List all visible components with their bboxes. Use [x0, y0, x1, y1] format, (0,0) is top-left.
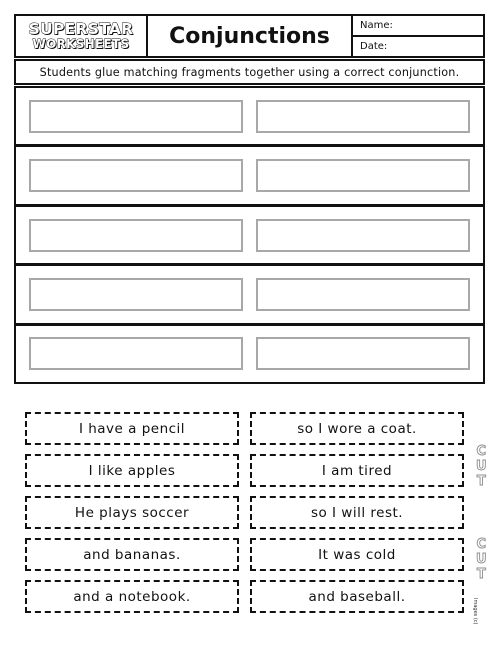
image-credit: Images (c) — [472, 598, 478, 625]
answer-row — [16, 326, 483, 382]
cut-strip: I have a pencil — [25, 412, 239, 445]
answer-slot-left — [29, 278, 243, 311]
cut-strip: I like apples — [25, 454, 239, 487]
superstar-worksheets-logo — [16, 16, 148, 56]
name-date-box — [353, 16, 483, 56]
cut-strip: so I will rest. — [250, 496, 464, 529]
answer-slot-left — [29, 100, 243, 133]
answer-slot-right — [256, 219, 470, 252]
cut-label-text: CUT — [473, 444, 489, 489]
answer-row — [16, 207, 483, 263]
logo-line-1: SUPERSTAR — [28, 19, 134, 38]
answer-row — [16, 266, 483, 322]
cut-label — [474, 444, 488, 493]
cut-strip: and bananas. — [25, 538, 239, 571]
cut-strip: It was cold — [250, 538, 464, 571]
cut-label — [474, 537, 488, 586]
cut-strip: and a notebook. — [25, 580, 239, 613]
cut-strip: and baseball. — [250, 580, 464, 613]
answer-slot-left — [29, 337, 243, 370]
name-field-label: Name: — [353, 16, 483, 37]
date-field-label: Date: — [360, 41, 388, 52]
worksheet-header — [14, 14, 485, 58]
answer-row — [16, 147, 483, 203]
answer-slot-left — [29, 159, 243, 192]
cut-strip: He plays soccer — [25, 496, 239, 529]
answer-slot-right — [256, 337, 470, 370]
answer-row — [16, 88, 483, 144]
cut-label-text: CUT — [473, 537, 489, 582]
logo-line-2: WORKSHEETS — [32, 37, 130, 52]
instructions: Students glue matching fragments together using a correct conjunction. — [14, 59, 485, 85]
answer-slot-right — [256, 100, 470, 133]
answer-grid — [14, 86, 485, 384]
answer-slot-left — [29, 219, 243, 252]
answer-slot-right — [256, 159, 470, 192]
cut-strip: I am tired — [250, 454, 464, 487]
worksheet-title: Conjunctions — [148, 16, 353, 56]
cut-strip: so I wore a coat. — [250, 412, 464, 445]
answer-slot-right — [256, 278, 470, 311]
